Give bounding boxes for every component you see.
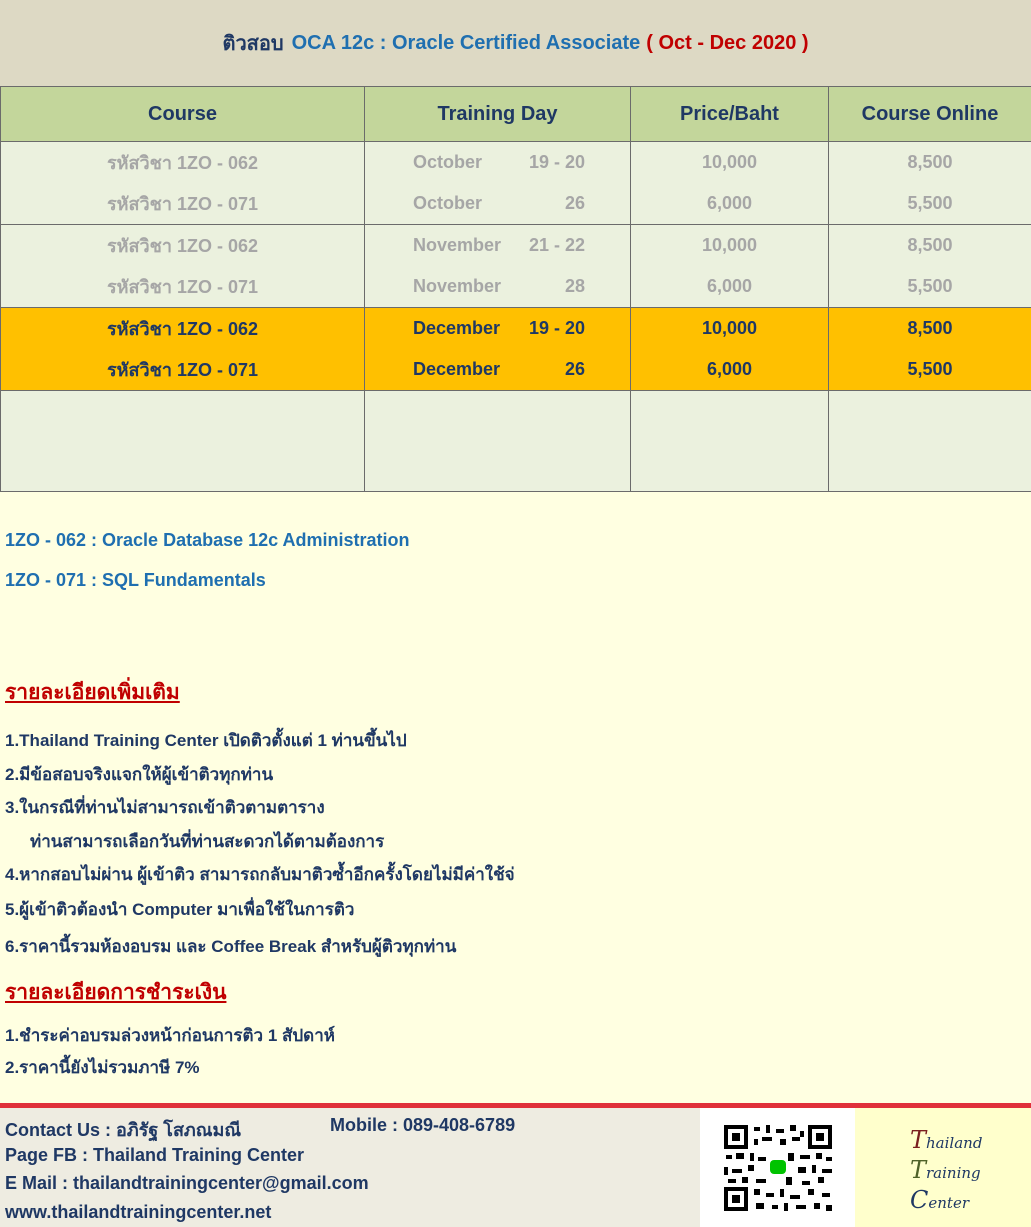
course-cell [1,225,365,308]
title-main: OCA 12c : Oracle Certified Associate [291,31,641,54]
online-cell [829,308,1031,391]
online-price: 5,500 [907,193,953,213]
page-title [0,0,1031,86]
online-price: 8,500 [907,235,953,255]
empty-cell [829,391,1031,492]
month: October [413,193,483,213]
course-code: รหัสวิชา 1ZO - 062 [107,153,258,173]
payment-item: 2.ราคานี้ยังไม่รวมภาษี 7% [5,1058,200,1077]
details-item: 5.ผู้เข้าติวต้องนำ Computer มาเพื่อใช้ในการติว [5,900,355,919]
price: 6,000 [706,276,753,296]
days: 26 [564,359,585,379]
price: 10,000 [701,318,758,338]
days: 26 [564,193,585,213]
header-price: Price/Baht [631,87,829,142]
course-code: รหัสวิชา 1ZO - 071 [107,277,258,297]
course-cell [1,142,365,225]
month: November [413,235,502,255]
price: 6,000 [706,359,753,379]
online-price: 5,500 [907,359,953,379]
price: 10,000 [701,235,758,255]
month: October [413,152,483,172]
legend-062: 1ZO - 062 : Oracle Database 12c Administration [5,530,410,550]
footer [0,1103,1031,1227]
contact-name: Contact Us : อภิรัฐ โสภณมณี [5,1120,242,1140]
header-course: Course [1,87,365,142]
payment-item: 1.ชำระค่าอบรมล่วงหน้าก่อนการติว 1 สัปดาห์ [5,1026,335,1045]
price-cell [631,308,829,391]
table-header-row [1,87,1031,142]
course-code: รหัสวิชา 1ZO - 062 [107,236,258,256]
title-thai: ติวสอบ [222,33,284,55]
table-row-december [1,308,1031,391]
course-code: รหัสวิชา 1ZO - 071 [107,194,258,214]
schedule-table [0,86,1031,492]
online-price: 5,500 [907,276,953,296]
table-row-november [1,225,1031,308]
payment-heading: รายละเอียดการชำระเงิน [5,981,227,1004]
days: 28 [564,276,585,296]
empty-cell [1,391,365,492]
online-price: 8,500 [907,152,953,172]
thailand-training-center-logo: Thailand Training Center [855,1108,1031,1227]
title-period: ( Oct - Dec 2020 ) [646,31,809,54]
contact-web: www.thailandtrainingcenter.net [5,1202,272,1222]
contact-email: E Mail : thailandtrainingcenter@gmail.com [5,1173,369,1193]
details-item: 1.Thailand Training Center เปิดติวตั้งแต่ 1 ท่านขึ้นไป [5,731,407,750]
table-row-empty [1,391,1031,492]
price-cell [631,142,829,225]
details-item: 4.หากสอบไม่ผ่าน ผู้เข้าติว สามารถกลับมาติวซ้ำอีกครั้งโดยไม่มีค่าใช้จ่ [5,865,515,884]
days: 21 - 22 [528,235,585,255]
course-code: รหัสวิชา 1ZO - 071 [107,360,258,380]
header-course-online: Course Online [829,87,1031,142]
training-day-cell [365,142,631,225]
details-item: ท่านสามารถเลือกวันที่ท่านสะดวกได้ตามต้องการ [30,832,385,851]
legend-071: 1ZO - 071 : SQL Fundamentals [5,570,266,590]
training-day-cell [365,308,631,391]
contact-fb: Page FB : Thailand Training Center [5,1145,305,1165]
qr-code-icon [700,1108,855,1227]
header-training-day: Training Day [365,87,631,142]
price-cell [631,225,829,308]
online-cell [829,142,1031,225]
course-code: รหัสวิชา 1ZO - 062 [107,319,258,339]
price: 10,000 [701,152,758,172]
month: December [413,359,501,379]
training-day-cell [365,225,631,308]
contact-mobile: Mobile : 089-408-6789 [330,1115,516,1135]
month: December [413,318,501,338]
details-item: 6.ราคานี้รวมห้องอบรม และ Coffee Break สำหรับผู้ติวทุกท่าน [5,937,457,956]
details-item: 2.มีข้อสอบจริงแจกให้ผู้เข้าติวทุกท่าน [5,765,274,784]
contact-block [0,1108,700,1227]
empty-cell [365,391,631,492]
table-row-october [1,142,1031,225]
details-heading: รายละเอียดเพิ่มเติม [5,681,180,704]
empty-cell [631,391,829,492]
qr-code-graphic [722,1123,834,1213]
month: November [413,276,502,296]
price: 6,000 [706,193,753,213]
details-item: 3.ในกรณีที่ท่านไม่สามารถเข้าติวตามตาราง [5,798,325,817]
days: 19 - 20 [528,152,585,172]
online-cell [829,225,1031,308]
online-price: 8,500 [907,318,953,338]
course-cell [1,308,365,391]
days: 19 - 20 [528,318,585,338]
